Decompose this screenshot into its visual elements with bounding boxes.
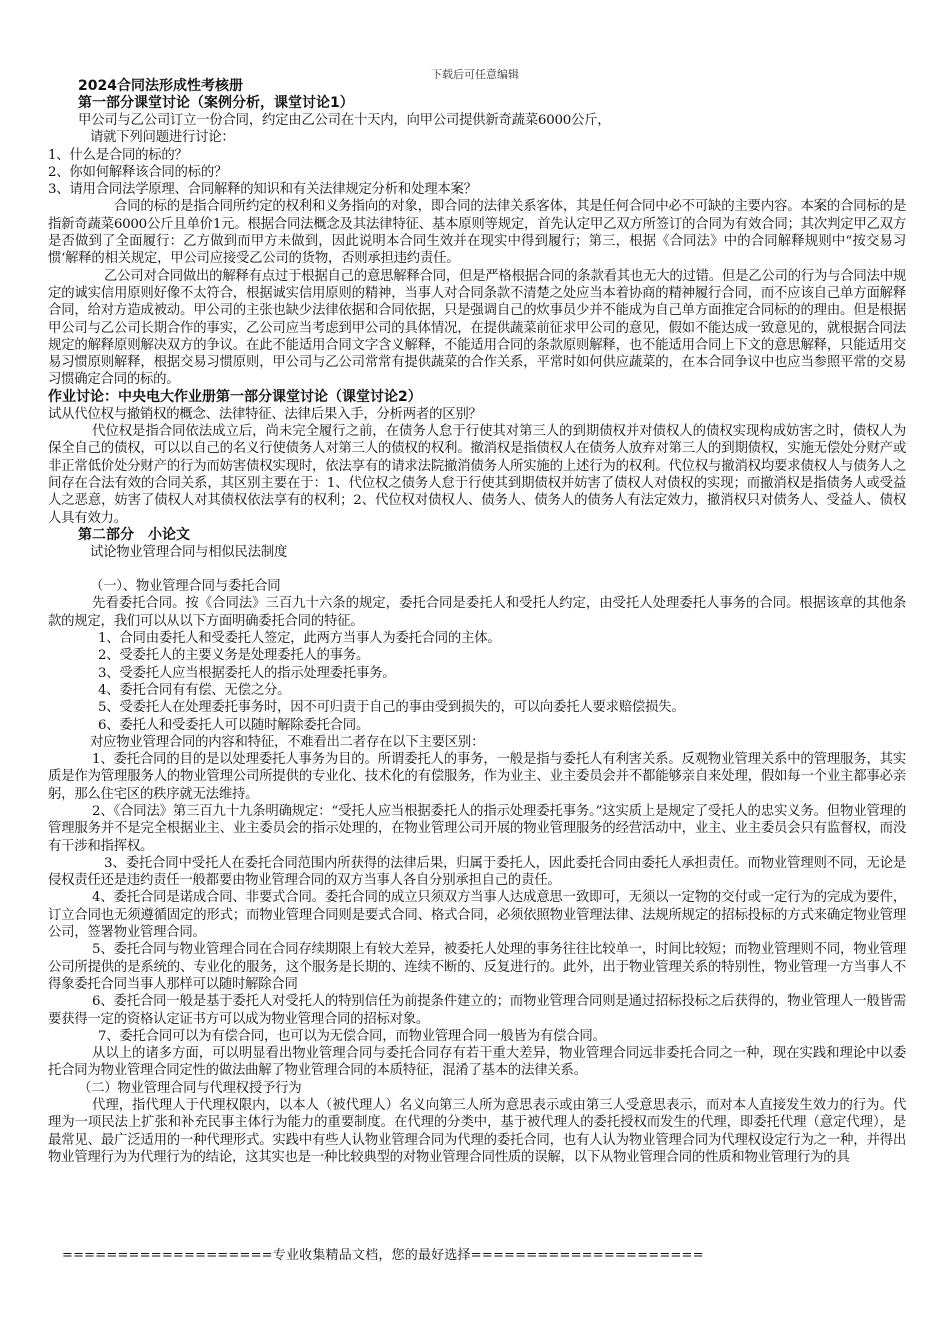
feature-item: 1、合同由委托人和受委托人签定，此两方当事人为委托合同的主体。 [98, 631, 501, 647]
part1-heading: 第一部分课堂讨论（案例分析，课堂讨论1） [78, 95, 354, 111]
essay-title: 试论物业管理合同与相似民法制度 [90, 544, 288, 560]
question-3: 3、请用合同法学原理、合同解释的知识和有关法律规定分析和处理本案？ [48, 182, 477, 198]
section-2-text: 代理，指代理人于代理权限内，以本人（被代理人）名义向第三人所为意思表示或由第三人受意思表示，而对本人直接发生效力的行为。代理为一项民法上扩张和补充民事主体行为能力的重要制度。在代理的分类中，基于被代理人的委托授权而发生的代理，即委托代理（意定代理），是最常见、最广泛适用的一种代理形式。实践中有些人认物业管理合同为代理的委托合同，也有人认为物业管理合同为代理权设定行为之一种，并得出物业管理行为为代理行为的结论，这其实也是一种比较典型的对物业管理合同性质的误解，以下从物业管理合同的性质和物业管理行为的具 [48, 1098, 906, 1165]
difference-7: 7、委托合同可以为有偿合同，也可以为无偿合同，而物业管理合同一般皆为有偿合同。 [98, 1028, 606, 1044]
difference-3: 3、委托合同中受托人在委托合同范围内所获得的法律后果，归属于委托人，因此委托合同由委托人承担责任。而物业管理则不同，无论是侵权责任还是违约责任一般都要由物业管理合同的双方当事人各自分别承担自己的责任。 [48, 855, 906, 889]
document-body [48, 78, 906, 1166]
difference-1: 1、委托合同的目的是以处理委托人事务为目的。所谓委托人的事务，一般是指与委托人有利害关系。反观物业管理关系中的管理服务，其实质是作为管理服务人的物业管理公司所提供的专业化、技术化的有偿服务，作为业主、业主委员会并不都能够亲自来处理，假如每一个业主都事必亲躬，那么住宅区的秩序就无法维持。 [48, 752, 906, 802]
section-1-intro: 先看委托合同。按《合同法》三百九十六条的规定，委托合同是委托人和受托人约定，由受托人处理委托人事务的合同。根据该章的其他条款的规定，我们可以从以下方面明确委托合同的特征。 [48, 596, 906, 629]
discussion-prompt: 请就下列问题进行讨论： [90, 130, 235, 146]
section-2-heading: （二）物业管理合同与代理权授予行为 [78, 1080, 302, 1096]
feature-item: 3、受委托人应当根据委托人的指示处理委托事务。 [98, 665, 396, 681]
compare-intro: 对应物业管理合同的内容和特征，不难看出二者存在以下主要区别： [90, 734, 485, 750]
spacer [48, 561, 906, 578]
homework-prompt: 试从代位权与撤销权的概念、法律特征、法律后果入手，分析两者的区别？ [48, 406, 482, 422]
section-1-conclusion: 从以上的诸多方面，可以明显看出物业管理合同与委托合同存有若干重大差异，物业管理合同远非委托合同之一种，现在实践和理论中以委托合同为物业管理合同定性的做法曲解了物业管理合同的本质特征，混淆了基本的法律关系。 [48, 1046, 906, 1079]
question-2: 2、你如何解释该合同的标的？ [48, 164, 228, 180]
header-note: 下载后可任意编辑 [431, 68, 519, 81]
homework-heading: 作业讨论：中央电大作业册第一部分课堂讨论（课堂讨论2） [48, 388, 422, 405]
feature-item: 4、委托合同有有偿、无偿之分。 [98, 682, 291, 698]
document-title: 2024合同法形成性考核册 [78, 78, 243, 94]
difference-5: 5、委托合同与物业管理合同在合同存续期限上有较大差异，被委托人处理的事务往往比较单一，时间比较短；而物业管理则不同，物业管理公司所提供的是系统的、专业化的服务，这个服务是长期的、连续不断的、反复进行的。此外，出于物业管理关系的特别性，物业管理一方当事人不得象委托合同当事人那样可以随时解除合同 [48, 942, 906, 992]
case-text: 甲公司与乙公司订立一份合同，约定由乙公司在十天内，向甲公司提供新奇蔬菜6000公斤， [78, 113, 611, 128]
part2-heading: 第二部分 小论文 [78, 526, 190, 543]
section-1-heading: （一）、物业管理合同与委托合同 [90, 579, 281, 595]
feature-item: 2、受委托人的主要义务是处理委托人的事务。 [98, 648, 370, 664]
footer-banner: ===================专业收集精品文档，您的最好选择===================== [62, 1248, 704, 1263]
question-1: 1、什么是合同的标的？ [48, 147, 188, 163]
answer-paragraph-1: 合同的标的是指合同所约定的权利和义务指向的对象，即合同的法律关系客体，其是任何合同中必不可缺的主要内容。本案的合同标的是指新奇蔬菜6000公斤且单价1元。根据合同法概念及其法律特征、基本原则等规定，首先认定甲乙双方所签订的合同为有效合同；其次判定甲乙双方是否做到了全面履行：乙方做到而甲方未做到，因此说明本合同生效并在现实中得到履行；第三，根据《合同法》中的合同解释规则中“按交易习惯‘解释的相关规定，甲公司应接受乙公司的货物，否则承担违约责任。 [48, 199, 906, 267]
answer-paragraph-2: 乙公司对合同做出的解释有点过于根据自己的意思解释合同，但是严格根据合同的条款看其也无大的过错。但是乙公司的行为与合同法中规定的诚实信用原则好像不太符合，根据诚实信用原则的精神，当事人对合同条款不清楚之处应当本着协商的精神履行合同，而不应该自己单方面解释合同，给对方造成被动。甲公司的主张也缺少法律依据和合同依据，只是强调自己的炊事员少并不能成为自己单方面推定合同标的的理由。但是根据甲公司与乙公司长期合作的事实，乙公司应当考虑到甲公司的具体情况，在提供蔬菜前征求甲公司的意见，假如不能达成一致意见的，就根据合同法规定的解释原则解决双方的争议。在此不能适用合同文字含义解释，不能适用合同的条款原则解释，也不能适用合同上下文的意思解释，只能适用交易习惯原则解释，根据交易习惯原则，甲公司与乙公司常常有提供蔬菜的合作关系，平常时如何供应蔬菜的，在本合同争议中也应当参照平常的交易习惯确定合同的标的。 [48, 268, 906, 388]
feature-item: 6、委托人和受委托人可以随时解除委托合同。 [98, 717, 370, 733]
difference-6: 6、委托合同一般是基于委托人对受托人的特别信任为前提条件建立的；而物业管理合同则是通过招标投标之后获得的，物业管理人一般皆需要获得一定的资格认定证书方可以成为物业管理合同的招标对象。 [48, 994, 906, 1027]
homework-answer: 代位权是指合同依法成立后，尚未完全履行之前，在债务人怠于行使其对第三人的到期债权并对债权人的债权实现构成妨害之时，债权人为保全自己的债权，可以以自己的名义行使债务人对第三人的债权的权利。撤消权是指债权人在债务人放弃对第三人的到期债权，实施无偿处分财产或非正常低价处分财产的行为而妨害债权实现时，依法享有的请求法院撤消债务人所实施的上述行为的权利。代位权与撤消权均要求债权人与债务人之间存在合法有效的合同关系，其区别主要在于：1、代位权之债务人怠于行使其到期债权并妨害了债权人对债权的实现；而撤消权是指债务人或受益人之恶意，妨害了债权人对其债权依法享有的权利；2、代位权对债权人、债务人、债务人的债务人有法定效力，撤消权只对债务人、受益人、债权人具有效力。 [48, 424, 906, 526]
difference-4: 4、委托合同是诺成合同、非要式合同。委托合同的成立只须双方当事人达成意思一致即可，无须以一定物的交付或一定行为的完成为要件，订立合同也无须遵循固定的形式；而物业管理合同则是要式合同、格式合同，必须依照物业管理法律、法规所规定的招标投标的方式来确定物业管理公司，签署物业管理合同。 [48, 890, 906, 941]
difference-2: 2、《合同法》第三百九十九条明确规定：“受托人应当根据委托人的指示处理委托事务。”这实质上是规定了受托人的忠实义务。但物业管理的管理服务并不是完全根据业主、业主委员会的指示处理的，在物业管理公司开展的物业管理服务的经营活动中，业主、业主委员会只有监督权，而没有干涉和指挥权。 [48, 803, 906, 854]
feature-item: 5、受委托人在处理委托事务时，因不可归责于自己的事由受到损失的，可以向委托人要求赔偿损失。 [98, 700, 685, 716]
